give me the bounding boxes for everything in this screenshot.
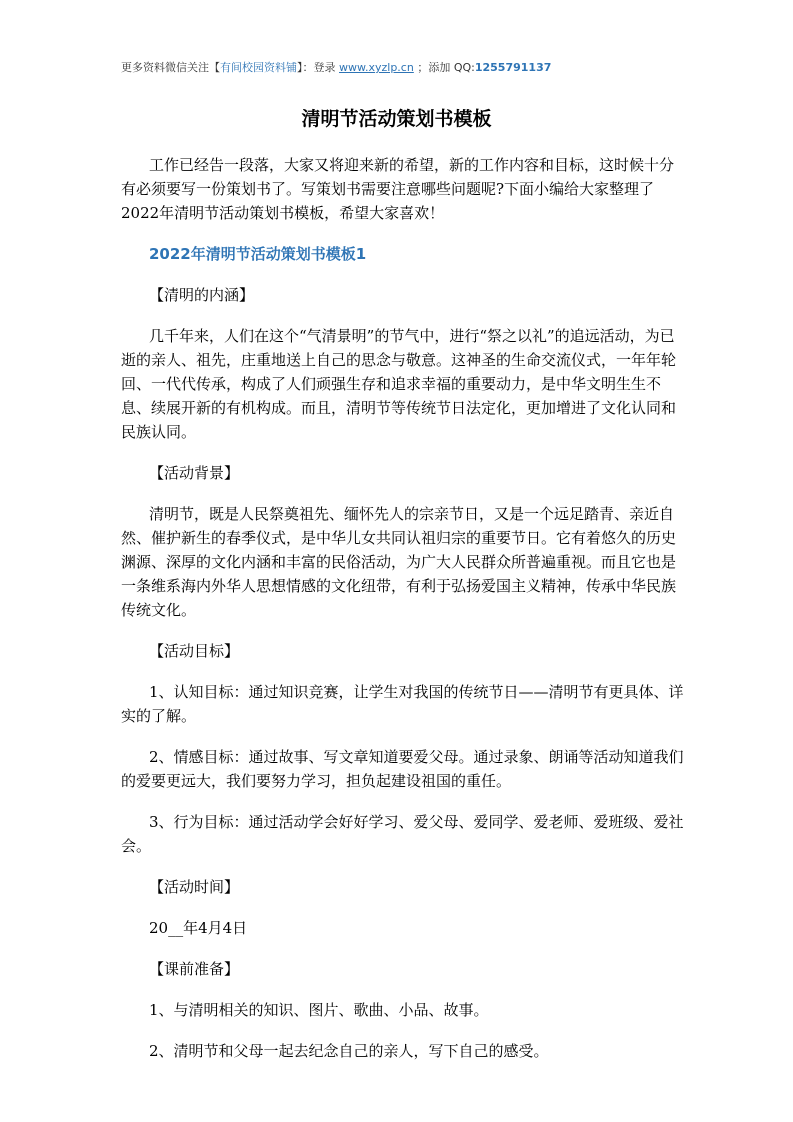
goal-item: 1、认知目标：通过知识竞赛，让学生对我国的传统节日——清明节有更具体、详实的了解。 [121, 683, 684, 725]
subsection-heading-goals: 【活动目标】 [149, 642, 240, 660]
subsection-heading-background: 【活动背景】 [149, 464, 240, 482]
goal-item: 3、行为目标：通过活动学会好好学习、爱父母、爱同学、爱老师、爱班级、爱社会。 [121, 813, 684, 855]
header-qq-label: ；添加 QQ: [413, 61, 475, 74]
subsection-heading-connotation: 【清明的内涵】 [149, 286, 255, 304]
background-paragraph: 清明节，既是人民祭奠祖先、缅怀先人的宗亲节日，又是一个远足踏青、亲近自然、催护新生的春季仪式，是中华儿女共同认祖归宗的重要节日。它有着悠久的历史渊源、深厚的文化内涵和丰富的民俗活动，为广大人民群众所普遍重视。而且它也是一条维系海内外华人思想情感的文化纽带，有利于弘扬爱国主义精神，传承中华民族传统文化。 [121, 505, 677, 619]
header-login-text: 】：登录 [297, 61, 339, 74]
header-qq-number: 1255791137 [474, 61, 552, 74]
subsection-heading-preparation: 【课前准备】 [149, 960, 240, 978]
preparation-item: 1、与清明相关的知识、图片、歌曲、小品、故事。 [149, 1001, 489, 1019]
goal-item: 2、情感目标：通过故事、写文章知道要爱父母。通过录象、朗诵等活动知道我们的爱要更远大，我们要努力学习，担负起建设祖国的重任。 [121, 748, 684, 790]
subsection-heading-time: 【活动时间】 [149, 878, 240, 896]
connotation-paragraph: 几千年来，人们在这个“气清景明”的节气中，进行“祭之以礼”的追远活动，为已逝的亲人、祖先，庄重地送上自己的思念与敬意。这神圣的生命交流仪式，一年年轮回、一代代传承，构成了人们顽强生存和追求幸福的重要动力，是中华文明生生不息、续展开新的有机构成。而且，清明节等传统节日法定化，更加增进了文化认同和民族认同。 [121, 327, 677, 441]
document-title: 清明节活动策划书模板 [301, 108, 492, 130]
page-header [121, 59, 551, 75]
activity-date: 20__年4月4日 [149, 919, 248, 937]
document-body [121, 153, 686, 1080]
header-brand: 有间校园资料铺 [220, 61, 297, 74]
section-heading: 2022年清明节活动策划书模板1 [149, 245, 367, 263]
website-link[interactable]: www.xyzlp.cn [339, 61, 414, 74]
preparation-item: 2、清明节和父母一起去纪念自己的亲人，写下自己的感受。 [149, 1042, 549, 1060]
header-prefix: 更多资料微信关注【 [121, 61, 220, 74]
intro-paragraph: 工作已经告一段落，大家又将迎来新的希望，新的工作内容和目标，这时候十分有必须要写一份策划书了。写策划书需要注意哪些问题呢?下面小编给大家整理了2022年清明节活动策划书模板，希望大家喜欢！ [121, 156, 675, 222]
